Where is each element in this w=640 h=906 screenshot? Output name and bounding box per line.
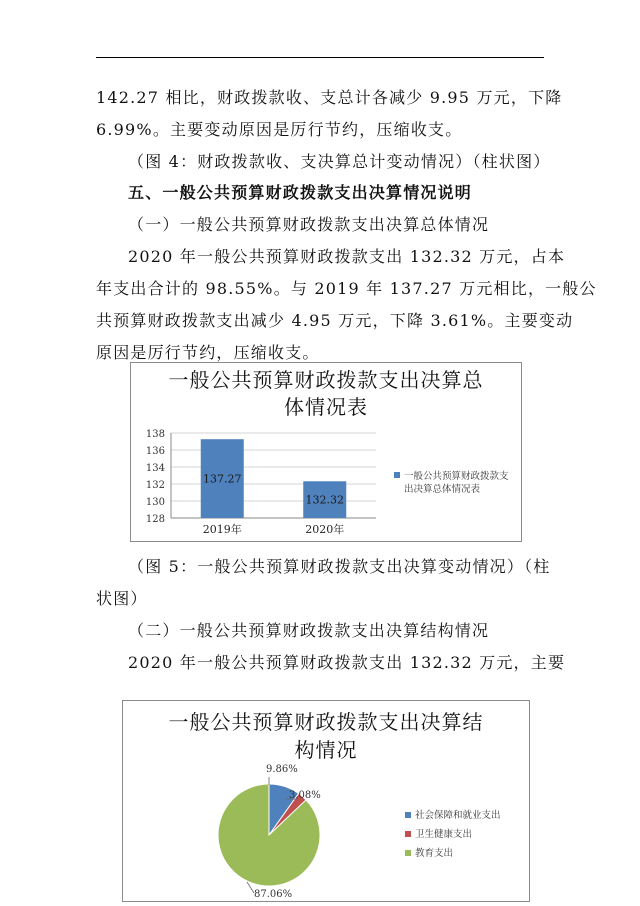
legend-label: 出决算总体情况表 <box>404 484 481 495</box>
y-tick-label: 132 <box>145 480 165 491</box>
subsection-heading: （一）一般公共预算财政拨款支出决算总体情况 <box>128 215 490 234</box>
legend-swatch <box>405 812 411 818</box>
pie-chart <box>122 700 530 902</box>
subsection-heading: （二）一般公共预算财政拨款支出决算结构情况 <box>128 621 490 640</box>
paragraph-line: 2020 年一般公共预算财政拨款支出 132.32 万元，占本 <box>128 247 566 266</box>
slice-value-label: 9.86% <box>266 764 298 775</box>
x-tick-label: 2020年 <box>305 523 345 536</box>
bar-chart <box>130 362 522 542</box>
pie-chart-plot <box>123 701 529 901</box>
bar-chart-plot <box>131 363 521 541</box>
y-tick-label: 138 <box>145 429 165 440</box>
figure-caption: 状图） <box>96 589 148 608</box>
y-tick-label: 130 <box>145 497 165 508</box>
legend-label: 社会保障和就业支出 <box>415 810 501 821</box>
paragraph-line: 2020 年一般公共预算财政拨款支出 132.32 万元，主要 <box>128 653 566 672</box>
legend-label: 卫生健康支出 <box>415 829 473 840</box>
x-tick-label: 2019年 <box>202 523 242 536</box>
paragraph-line: 6.99%。主要变动原因是厉行节约，压缩收支。 <box>96 120 463 139</box>
paragraph-line: 原因是厉行节约，压缩收支。 <box>96 343 320 362</box>
legend-swatch <box>405 850 411 856</box>
section-heading: 五、一般公共预算财政拨款支出决算情况说明 <box>128 183 473 202</box>
paragraph-line: 年支出合计的 98.55%。与 2019 年 137.27 万元相比，一般公 <box>96 279 597 298</box>
bar-value-label: 137.27 <box>203 472 242 486</box>
y-tick-label: 136 <box>145 446 165 457</box>
paragraph-line: 共预算财政拨款支出减少 4.95 万元，下降 3.61%。主要变动 <box>96 311 574 330</box>
header-rule <box>96 57 544 58</box>
legend-swatch <box>394 472 400 478</box>
paragraph-line: 142.27 相比，财政拨款收、支总计各减少 9.95 万元，下降 <box>96 88 563 107</box>
bar-chart-title-line1: 一般公共预算财政拨款支出决算总 <box>168 368 484 392</box>
pie-chart-title-line2: 构情况 <box>294 738 358 762</box>
pie-chart-title-line1: 一般公共预算财政拨款支出决算结 <box>168 710 484 734</box>
bar-chart-title-line2: 体情况表 <box>284 395 368 419</box>
legend-swatch <box>405 831 411 837</box>
figure-caption: （图 4：财政拨款收、支决算总计变动情况）（柱状图） <box>128 152 551 171</box>
figure-caption: （图 5：一般公共预算财政拨款支出决算变动情况）（柱 <box>128 557 551 576</box>
bar-value-label: 132.32 <box>305 493 344 507</box>
slice-value-label: 87.06% <box>254 889 293 900</box>
legend-label: 教育支出 <box>415 848 454 859</box>
y-tick-label: 134 <box>145 463 165 474</box>
y-tick-label: 128 <box>145 514 165 525</box>
legend-label: 一般公共预算财政拨款支 <box>404 471 509 482</box>
slice-value-label: 3.08% <box>289 790 321 801</box>
